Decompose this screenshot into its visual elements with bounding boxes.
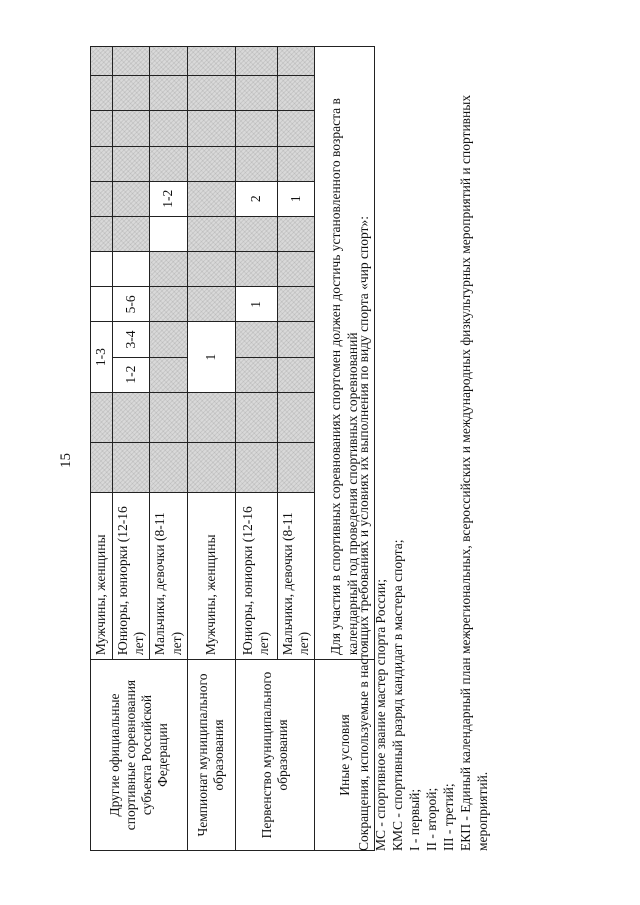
table-cell: 1-3 [91,322,113,392]
requirements-table [90,46,375,851]
table-cell [113,76,150,111]
table-cell [91,47,113,76]
table-cell [187,287,235,322]
table-cell [277,76,314,111]
table-cell [113,442,150,492]
other-conditions-text: Для участия в спортивных соревнованиях спортсмен должен достичь установленного возраста в календарный год проведения спортивных соревнований [315,47,375,660]
table-cell [91,252,113,287]
competition-name: Другие официальные спортивные соревнования субъекта Российской Федерации [91,660,188,851]
competition-name: Первенство муниципального образования [235,660,314,851]
table-cell [187,181,235,216]
table-row [187,47,235,851]
table-cell [150,392,187,442]
table-cell [150,76,187,111]
table-cell: 1-2 [113,357,150,392]
table-cell [277,357,314,392]
table-cell [91,181,113,216]
table-cell [235,146,277,181]
table-cell [187,146,235,181]
note-line: I - первый; [407,788,422,851]
note-line: КМС - спортивный разряд кандидат в мастера спорта; [390,539,405,851]
table-cell [91,111,113,146]
table-cell [187,392,235,442]
table-cell [150,47,187,76]
table-cell [91,287,113,322]
table-cell [150,111,187,146]
table-cell [113,181,150,216]
age-group: Мальчики, девочки (8-11 лет) [150,493,187,660]
age-group: Мальчики, девочки (8-11 лет) [277,493,314,660]
table-cell: 1-2 [150,181,187,216]
abbreviations-notes [355,41,491,851]
table-cell [150,146,187,181]
table-cell [187,252,235,287]
table-cell: 5-6 [113,287,150,322]
age-group: Мужчины, женщины [91,493,113,660]
table-cell [235,357,277,392]
table-cell [187,216,235,251]
table-cell [113,146,150,181]
table-cell [187,76,235,111]
table-cell [113,252,150,287]
table-cell [187,47,235,76]
table-cell: 2 [235,181,277,216]
table-cell [187,442,235,492]
table-cell [91,76,113,111]
note-line: МС - спортивное звание мастер спорта России; [373,579,388,851]
table-cell [113,111,150,146]
table-cell [277,442,314,492]
page-number: 15 [58,453,74,468]
table-cell [277,146,314,181]
table-cell [235,76,277,111]
table-cell [235,322,277,357]
table-cell [113,47,150,76]
table-row [91,47,113,851]
note-line: II - второй; [424,787,439,851]
table-cell [150,357,187,392]
other-conditions-label: Иные условия [315,660,375,851]
table-cell [277,322,314,357]
table-cell [113,216,150,251]
table-cell [91,442,113,492]
table-cell [150,252,187,287]
table-cell [235,252,277,287]
table-cell [277,111,314,146]
note-line: ЕКП - Единый календарный план межрегиональных, всероссийских и международных физкультурных мероприятий и спортивных мероприятий. [458,94,490,851]
table-cell [277,392,314,442]
table-cell [150,322,187,357]
table-cell: 1 [187,322,235,392]
table-cell [187,111,235,146]
table-cell [277,47,314,76]
table-cell [235,111,277,146]
table-cell [235,216,277,251]
table-cell: 3-4 [113,322,150,357]
table-cell [91,216,113,251]
table-cell [150,216,187,251]
table-row [235,47,277,851]
table-cell [113,392,150,442]
table-cell [277,252,314,287]
table-cell [150,442,187,492]
table-cell [91,146,113,181]
table-cell: 1 [277,181,314,216]
table-cell [91,392,113,442]
table-cell [235,442,277,492]
table-cell [235,47,277,76]
note-line: Сокращения, используемые в настоящих требованиях и условиях их выполнения по виду спорта «чир спорт»: [356,216,371,851]
age-group: Юниоры, юниорки (12-16 лет) [113,493,150,660]
table-cell [235,392,277,442]
competition-name: Чемпионат муниципального образования [187,660,235,851]
table-cell [277,216,314,251]
table-cell [277,287,314,322]
note-line: III - третий; [441,783,456,851]
age-group: Юниоры, юниорки (12-16 лет) [235,493,277,660]
table-cell: 1 [235,287,277,322]
age-group: Мужчины, женщины [187,493,235,660]
table-cell [150,287,187,322]
